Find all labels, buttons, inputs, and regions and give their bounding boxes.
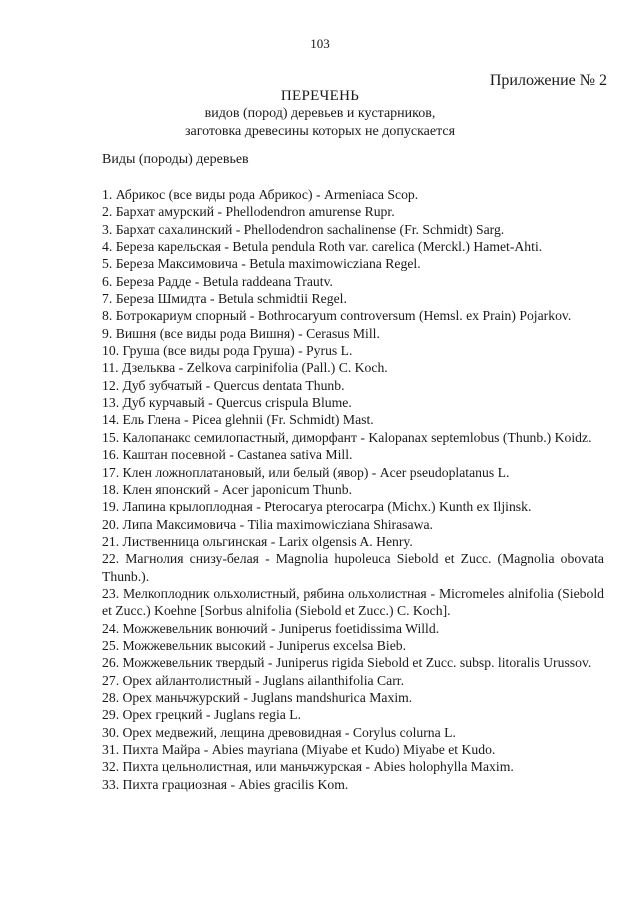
list-item: 31. Пихта Майра - Abies mayriana (Miyabe et Kudo) Miyabe et Kudo.	[102, 742, 496, 757]
list-item: 30. Орех медвежий, лещина древовидная - Corylus colurna L.	[102, 724, 456, 740]
list-item: 26. Можжевельник твердый - Juniperus rigida Siebold et Zucc. subsp. litoralis Urussov.	[102, 655, 592, 671]
subtitle-line-1: видов (пород) деревьев и кустарников,	[204, 106, 436, 121]
list-item: 12. Дуб зубчатый - Quercus dentata Thunb.	[102, 377, 345, 393]
list-item: 29. Орех грецкий - Juglans regia L.	[102, 707, 302, 723]
list-item: 32. Пихта цельнолистная, или маньчжурская - Abies holophylla Maxim.	[102, 759, 514, 775]
list-item: 15. Калопанакс семилопастный, диморфант - Kalopanax septemlobus (Thunb.) Koidz.	[102, 429, 592, 445]
list-item: 5. Береза Максимовича - Betula maximowicziana Regel.	[102, 256, 421, 272]
list-item: 16. Каштан посевной - Castanea sativa Mill.	[102, 447, 353, 463]
page-number: 103	[310, 36, 330, 51]
appendix-label: Приложение № 2	[489, 72, 607, 89]
list-item: 24. Можжевельник вонючий - Juniperus foetidissima Willd.	[102, 620, 440, 636]
list-item: 11. Дзельква - Zelkova carpinifolia (Pall.) C. Koch.	[102, 360, 388, 376]
list-item: 8. Ботрокариум спорный - Bothrocaryum controversum (Hemsl. ex Prain) Pojarkov.	[102, 308, 572, 324]
subtitle-line-2: заготовка древесины которых не допускается	[184, 124, 456, 139]
list-item: 17. Клен ложноплатановый, или белый (явор) - Acer pseudoplatanus L.	[102, 464, 510, 480]
list-item: 21. Лиственница ольгинская - Larix olgensis A. Henry.	[102, 533, 413, 549]
list-item: 4. Береза карельская - Betula pendula Roth var. carelica (Merckl.) Hamet-Ahti.	[102, 239, 543, 255]
list-item: 2. Бархат амурский - Phellodendron amurense Rupr.	[102, 204, 395, 220]
list-item: 28. Орех маньчжурский - Juglans mandshurica Maxim.	[102, 689, 413, 705]
section-heading: Виды (породы) деревьев	[102, 152, 249, 167]
list-item: 19. Лапина крылоплодная - Pterocarya pterocarpa (Michx.) Kunth ex Iljinsk.	[102, 499, 532, 515]
list-item: 7. Береза Шмидта - Betula schmidtii Regel.	[102, 291, 347, 307]
list-item: 10. Груша (все виды рода Груша) - Pyrus L.	[102, 343, 353, 359]
list-item: 25. Можжевельник высокий - Juniperus excelsa Bieb.	[102, 637, 407, 653]
list-item: 14. Ель Глена - Picea glehnii (Fr. Schmidt) Mast.	[102, 412, 374, 428]
list-item: 18. Клен японский - Acer japonicum Thunb.	[102, 481, 353, 497]
list-item: 9. Вишня (все виды рода Вишня) - Cerasus Mill.	[102, 325, 380, 341]
list-item: 20. Липа Максимовича - Tilia maximowicziana Shirasawa.	[102, 516, 433, 532]
list-item: 22. Магнолия снизу-белая - Magnolia hupoleuca Siebold et Zucc. (Magnolia obovata Thunb.).	[102, 551, 604, 584]
list-item: 33. Пихта грациозная - Abies gracilis Kom.	[102, 776, 349, 792]
document-title: ПЕРЕЧЕНЬ	[280, 88, 360, 104]
list-item: 1. Абрикос (все виды рода Абрикос) - Armeniaca Scop.	[102, 187, 419, 202]
list-item: 23. Мелкоплодник ольхолистный, рябина ольхолистная - Micromeles alnifolia (Siebold et Zucc.) Koehne [Sorbus alnifolia (Siebold et Zucc.) C. Koch].	[102, 585, 604, 619]
list-item: 6. Береза Радде - Betula raddeana Trautv.	[102, 273, 333, 289]
species-list	[102, 186, 604, 793]
list-item: 27. Орех айлантолистный - Juglans ailanthifolia Carr.	[102, 672, 404, 688]
list-item: 3. Бархат сахалинский - Phellodendron sachalinense (Fr. Schmidt) Sarg.	[102, 221, 505, 237]
list-item: 13. Дуб курчавый - Quercus crispula Blume.	[102, 395, 352, 411]
title-block	[0, 88, 640, 141]
